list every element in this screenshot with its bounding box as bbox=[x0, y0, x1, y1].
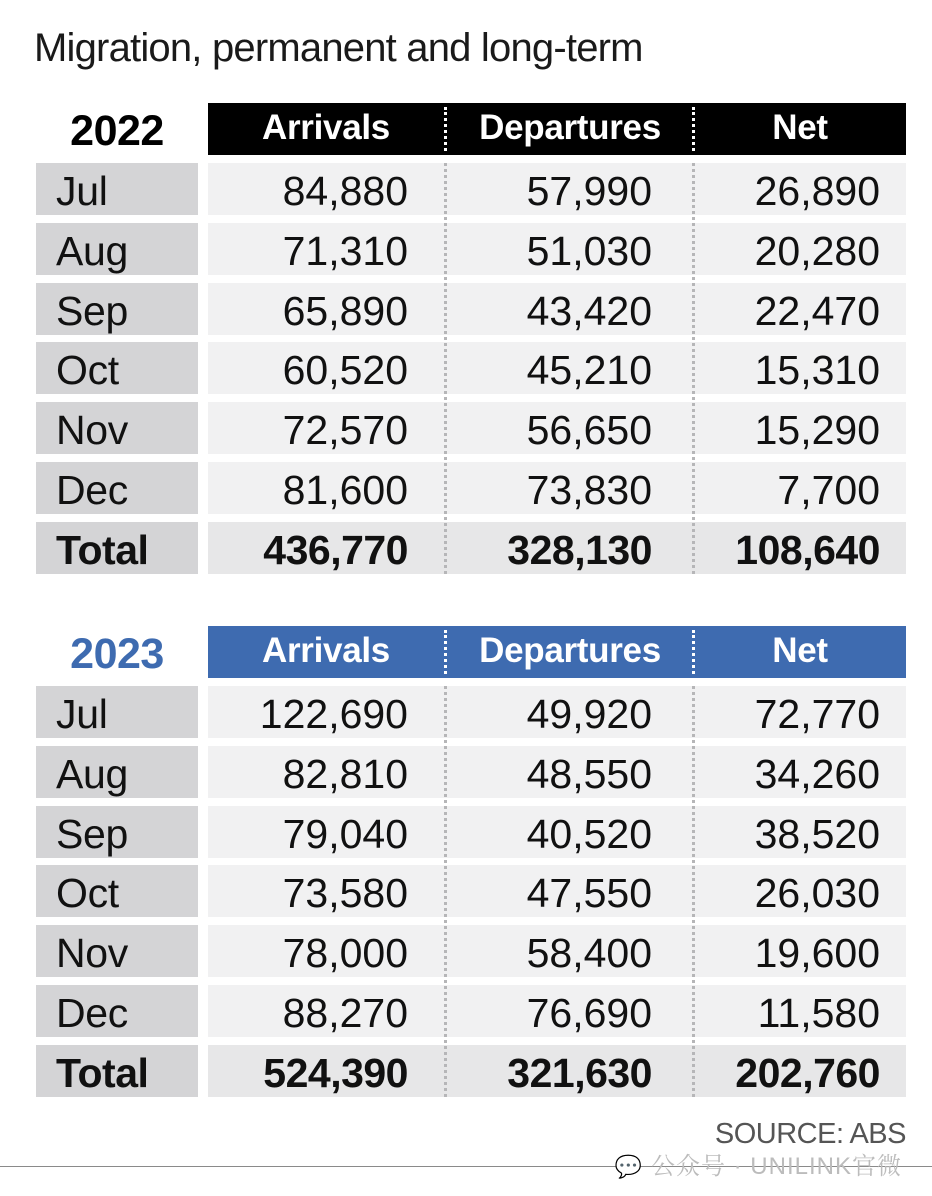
month-label: Aug bbox=[36, 223, 198, 275]
net-value: 7,700 bbox=[777, 466, 880, 513]
header-separator bbox=[692, 630, 695, 674]
column-header-net: Net bbox=[772, 108, 828, 147]
month-label: Nov bbox=[36, 402, 198, 454]
column-header-arrivals: Arrivals bbox=[262, 631, 390, 670]
net-value: 15,310 bbox=[754, 347, 880, 394]
table-row bbox=[36, 865, 906, 917]
departures-value: 49,920 bbox=[526, 691, 652, 737]
arrivals-value: 122,690 bbox=[259, 691, 408, 737]
net-value: 26,890 bbox=[754, 168, 880, 214]
arrivals-value: 81,600 bbox=[282, 466, 408, 513]
month-label: Sep bbox=[36, 806, 198, 858]
month-label: Dec bbox=[36, 462, 198, 514]
header-separator bbox=[692, 107, 695, 151]
month-label: Oct bbox=[36, 865, 198, 917]
arrivals-value: 84,880 bbox=[282, 168, 408, 214]
total-row bbox=[36, 1045, 906, 1097]
column-header-departures: Departures bbox=[479, 631, 661, 670]
table-2022 bbox=[36, 103, 906, 582]
table-row bbox=[36, 163, 906, 215]
table-header bbox=[36, 103, 906, 155]
year-label: 2022 bbox=[70, 107, 164, 155]
departures-value: 73,830 bbox=[526, 466, 652, 513]
net-value: 72,770 bbox=[754, 691, 880, 737]
arrivals-value: 65,890 bbox=[282, 287, 408, 334]
wechat-bubble-icon: 💬 bbox=[614, 1154, 644, 1179]
arrivals-value: 88,270 bbox=[282, 989, 408, 1036]
month-label: Jul bbox=[36, 163, 198, 215]
chart-title: Migration, permanent and long-term bbox=[34, 26, 643, 70]
column-header-bar bbox=[208, 626, 906, 678]
header-separator bbox=[444, 630, 447, 674]
arrivals-value: 78,000 bbox=[282, 930, 408, 977]
arrivals-value: 73,580 bbox=[282, 870, 408, 917]
departures-value: 56,650 bbox=[526, 407, 652, 454]
table-row bbox=[36, 283, 906, 335]
year-label: 2023 bbox=[70, 630, 164, 678]
column-header-net: Net bbox=[772, 631, 828, 670]
departures-value: 47,550 bbox=[526, 870, 652, 917]
table-body bbox=[36, 686, 906, 1097]
month-label: Total bbox=[36, 522, 198, 574]
departures-value: 48,550 bbox=[526, 750, 652, 797]
net-value: 19,600 bbox=[754, 930, 880, 977]
arrivals-value: 60,520 bbox=[282, 347, 408, 394]
month-label: Total bbox=[36, 1045, 198, 1097]
table-body bbox=[36, 163, 906, 574]
watermark-text: 公众号 · UNILINK官微 bbox=[650, 1153, 902, 1180]
column-header-bar bbox=[208, 103, 906, 155]
column-header-departures: Departures bbox=[479, 108, 661, 147]
departures-value: 51,030 bbox=[526, 227, 652, 274]
month-label: Oct bbox=[36, 342, 198, 394]
net-value: 108,640 bbox=[735, 526, 880, 573]
net-value: 11,580 bbox=[757, 989, 880, 1036]
departures-value: 321,630 bbox=[507, 1049, 652, 1096]
net-value: 34,260 bbox=[754, 750, 880, 797]
watermark bbox=[615, 1146, 902, 1181]
net-value: 20,280 bbox=[754, 227, 880, 274]
table-2023 bbox=[36, 626, 906, 1105]
arrivals-value: 72,570 bbox=[282, 407, 408, 454]
net-value: 26,030 bbox=[754, 870, 880, 917]
table-header bbox=[36, 626, 906, 678]
table-row bbox=[36, 746, 906, 798]
table-row bbox=[36, 462, 906, 514]
table-row bbox=[36, 223, 906, 275]
arrivals-value: 524,390 bbox=[263, 1049, 408, 1096]
arrivals-value: 82,810 bbox=[282, 750, 408, 797]
departures-value: 58,400 bbox=[526, 930, 652, 977]
table-row bbox=[36, 806, 906, 858]
departures-value: 76,690 bbox=[526, 989, 652, 1036]
arrivals-value: 79,040 bbox=[282, 810, 408, 857]
header-separator bbox=[444, 107, 447, 151]
net-value: 38,520 bbox=[754, 810, 880, 857]
arrivals-value: 71,310 bbox=[282, 227, 408, 274]
table-row bbox=[36, 925, 906, 977]
month-label: Jul bbox=[36, 686, 198, 738]
month-label: Sep bbox=[36, 283, 198, 335]
departures-value: 57,990 bbox=[526, 168, 652, 214]
departures-value: 40,520 bbox=[526, 810, 652, 857]
table-row bbox=[36, 342, 906, 394]
month-label: Aug bbox=[36, 746, 198, 798]
column-header-arrivals: Arrivals bbox=[262, 108, 390, 147]
departures-value: 43,420 bbox=[526, 287, 652, 334]
table-row bbox=[36, 985, 906, 1037]
total-row bbox=[36, 522, 906, 574]
source-note: SOURCE: ABS bbox=[714, 1118, 906, 1150]
month-label: Nov bbox=[36, 925, 198, 977]
departures-value: 328,130 bbox=[507, 526, 652, 573]
month-label: Dec bbox=[36, 985, 198, 1037]
table-row bbox=[36, 402, 906, 454]
net-value: 15,290 bbox=[754, 407, 880, 454]
net-value: 22,470 bbox=[754, 287, 880, 334]
arrivals-value: 436,770 bbox=[263, 526, 408, 573]
table-row bbox=[36, 686, 906, 738]
departures-value: 45,210 bbox=[526, 347, 652, 394]
net-value: 202,760 bbox=[735, 1049, 880, 1096]
